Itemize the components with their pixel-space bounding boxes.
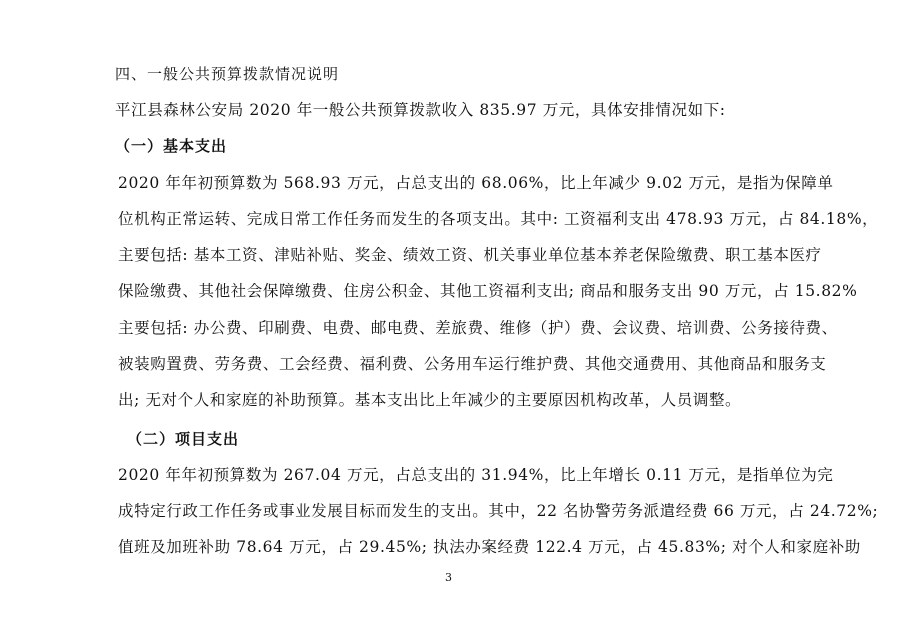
section-heading: 四、一般公共预算拨款情况说明: [115, 65, 340, 83]
page-number: 3: [445, 571, 452, 584]
project-line-1: 2020 年年初预算数为 267.04 万元，占总支出的 31.94%，比上年增长 0.11 万元，是指单位为完: [118, 466, 834, 484]
project-expenditure-heading: （二）项目支出: [127, 430, 240, 448]
intro-paragraph: 平江县森林公安局 2020 年一般公共预算拨款收入 835.97 万元，具体安排情况如下:: [115, 101, 726, 119]
project-line-3: 值班及加班补助 78.64 万元，占 29.45%; 执法办案经费 122.4 万元，占 45.83%; 对个人和家庭补助: [118, 538, 861, 556]
basic-line-7: 出; 无对个人和家庭的补助预算。基本支出比上年减少的主要原因机构改革，人员调整。: [118, 391, 742, 409]
basic-line-5: 主要包括: 办公费、印刷费、电费、邮电费、差旅费、维修（护）费、会议费、培训费、公务接待费、: [118, 319, 838, 337]
basic-expenditure-heading: （一）基本支出: [115, 137, 228, 155]
basic-line-4: 保险缴费、其他社会保障缴费、住房公积金、其他工资福利支出; 商品和服务支出 90 万元，占 15.82%: [118, 282, 858, 300]
basic-line-6: 被装购置费、劳务费、工会经费、福利费、公务用车运行维护费、其他交通费用、其他商品和服务支: [118, 355, 827, 373]
basic-line-1: 2020 年年初预算数为 568.93 万元，占总支出的 68.06%，比上年减少 9.02 万元，是指为保障单: [118, 174, 834, 192]
project-line-2: 成特定行政工作任务或事业发展目标而发生的支出。其中，22 名协警劳务派遣经费 66 万元，占 24.72%;: [118, 502, 879, 520]
basic-line-3: 主要包括: 基本工资、津贴补贴、奖金、绩效工资、机关事业单位基本养老保险缴费、职工基本医疗: [118, 246, 822, 264]
basic-line-2: 位机构正常运转、完成日常工作任务而发生的各项支出。其中: 工资福利支出 478.93 万元，占 84.18%，: [118, 210, 879, 228]
